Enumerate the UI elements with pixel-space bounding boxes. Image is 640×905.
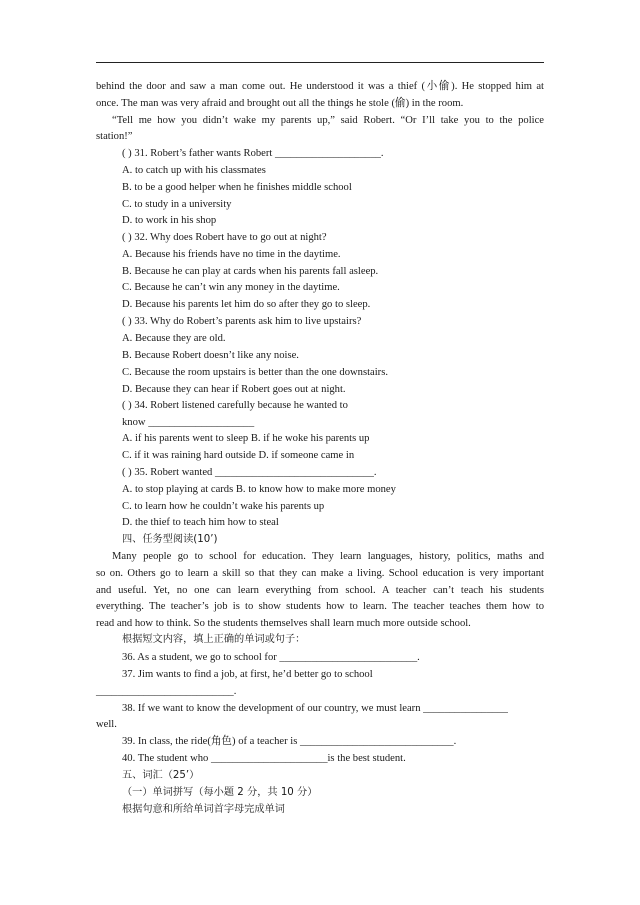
option-line: A. if his parents went to sleep B. if he woke his parents up (122, 433, 370, 444)
text-line: behind the door and saw a man come out. He understood it was a thief (小偷). He stopped him at (96, 81, 544, 92)
subsection-heading: （一）单词拼写（每小题 2 分，共 10 分） (122, 787, 318, 798)
question-38: 38. If we want to know the development of our country, we must learn ________________ (122, 703, 508, 714)
passage-line: Many people go to school for education. They learn languages, history, politics, maths and (112, 551, 544, 562)
option-line: C. if it was raining hard outside D. if someone came in (122, 450, 355, 461)
question-39: 39. In class, the ride(角色) of a teacher is _____________________________. (122, 736, 457, 747)
question-35: ( ) 35. Robert wanted ______________________________. (122, 467, 377, 478)
option-line: B. Because Robert doesn’t like any noise. (122, 350, 299, 361)
option-line: B. Because he can play at cards when his parents fall asleep. (122, 266, 379, 277)
question-37-blank: __________________________. (96, 686, 237, 697)
question-36: 36. As a student, we go to school for __________________________. (122, 652, 420, 663)
header-rule (96, 62, 544, 63)
passage-line: everything. The teacher’s job is to show students how to learn. The teacher teaches them how to (96, 601, 544, 612)
option-line: D. Because his parents let him do so after they go to sleep. (122, 299, 371, 310)
option-line: A. Because his friends have no time in the daytime. (122, 249, 341, 260)
option-line: C. to study in a university (122, 199, 232, 210)
text-line: station!” (96, 131, 133, 142)
question-34-blank: know ____________________ (122, 417, 255, 428)
question-31: ( ) 31. Robert’s father wants Robert ____________________. (122, 148, 384, 159)
option-line: A. to stop playing at cards B. to know how to make more money (122, 484, 396, 495)
option-line: C. Because the room upstairs is better than the one downstairs. (122, 367, 388, 378)
question-32: ( ) 32. Why does Robert have to go out at night? (122, 232, 327, 243)
section-heading-4: 四、任务型阅读(10’) (122, 534, 218, 545)
option-line: C. Because he can’t win any money in the daytime. (122, 282, 340, 293)
question-37: 37. Jim wants to find a job, at first, he’d better go to school (122, 669, 373, 680)
text-line: once. The man was very afraid and brought out all the things he stole (偷) in the room. (96, 98, 464, 109)
passage-line: so on. Others go to learn a skill so that they can make a living. School education is very important (96, 568, 544, 579)
passage-line: and useful. Yet, no one can learn everything from school. A teacher can’t teach his students (96, 585, 544, 596)
option-line: A. Because they are old. (122, 333, 226, 344)
text-line: “Tell me how you didn’t wake my parents up,” said Robert. “Or I’ll take you to the police (112, 115, 544, 126)
question-34: ( ) 34. Robert listened carefully because he wanted to (122, 400, 348, 411)
option-line: D. to work in his shop (122, 215, 217, 226)
option-line: D. the thief to teach him how to steal (122, 517, 279, 528)
question-40: 40. The student who ______________________is the best student. (122, 753, 406, 764)
option-line: C. to learn how he couldn’t wake his parents up (122, 501, 325, 512)
question-33: ( ) 33. Why do Robert’s parents ask him to live upstairs? (122, 316, 362, 327)
instruction-line: 根据短文内容，填上正确的单词或句子： (122, 634, 306, 645)
option-line: D. Because they can hear if Robert goes out at night. (122, 384, 346, 395)
passage-line: read and how to think. So the students themselves shall learn much more outside school. (96, 618, 471, 629)
option-line: A. to catch up with his classmates (122, 165, 266, 176)
option-line: B. to be a good helper when he finishes middle school (122, 182, 352, 193)
instruction-line: 根据句意和所给单词首字母完成单词 (122, 804, 285, 815)
question-38-cont: well. (96, 719, 117, 730)
section-heading-5: 五、词汇（25’） (122, 770, 200, 781)
